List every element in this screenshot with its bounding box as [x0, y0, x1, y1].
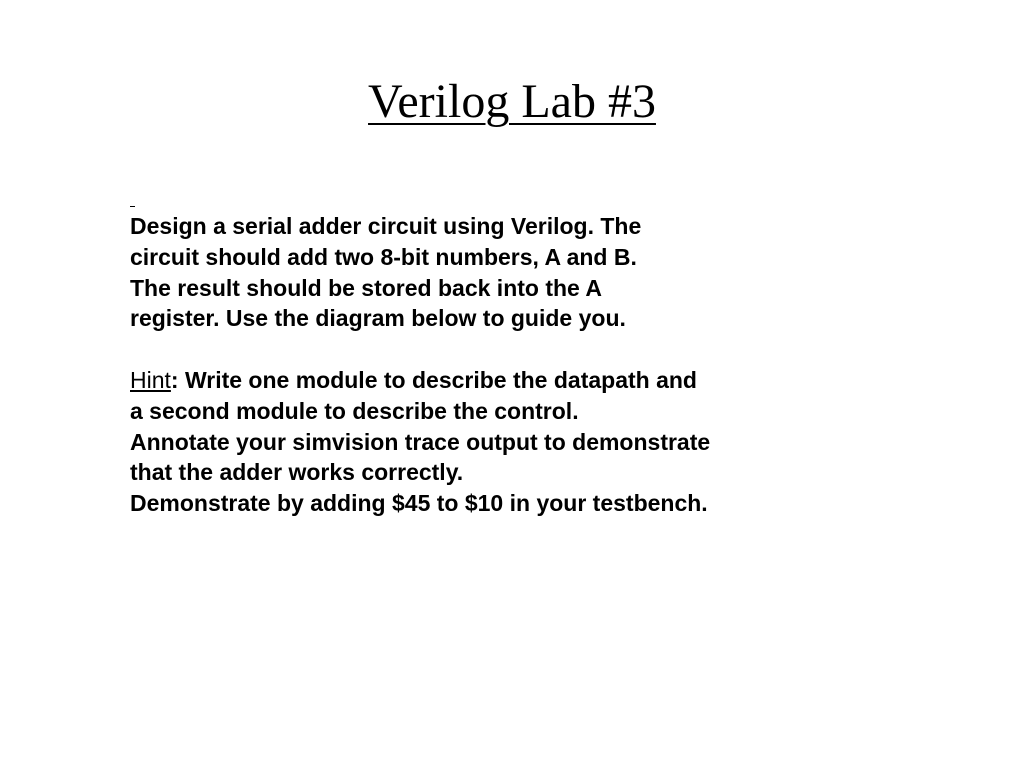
- slide-title-text: Verilog Lab #3: [368, 75, 656, 128]
- body-line: that the adder works correctly.: [130, 459, 464, 486]
- body-line: Demonstrate by adding $45 to $10 in your testbench.: [130, 490, 708, 517]
- paragraph-spacer: [130, 334, 950, 365]
- body-line: Annotate your simvision trace output to demonstrate: [130, 428, 711, 455]
- slide-title: [0, 74, 1024, 130]
- body-line: Design a serial adder circuit using Verilog. The: [130, 213, 642, 239]
- body-line: The result should be stored back into the A: [130, 274, 602, 301]
- body-line: register. Use the diagram below to guide you.: [130, 305, 626, 332]
- hint-line: [130, 365, 950, 396]
- decorative-dash: [130, 206, 135, 207]
- body-line: a second module to describe the control.: [130, 397, 579, 424]
- hint-text: : Write one module to describe the datapath and: [170, 366, 697, 393]
- body-line: circuit should add two 8-bit numbers, A and B.: [130, 243, 637, 270]
- hint-label: Hint: [130, 366, 171, 393]
- slide-body: [130, 211, 950, 519]
